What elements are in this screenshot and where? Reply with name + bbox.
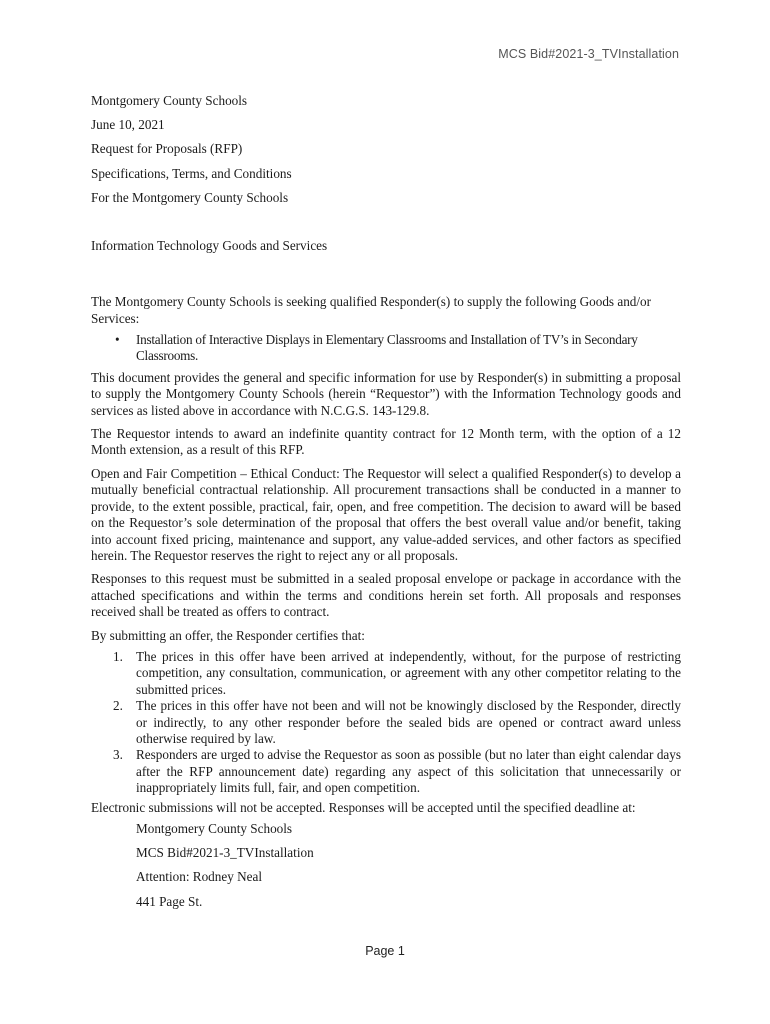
document-subject: Specifications, Terms, and Conditions	[91, 165, 292, 181]
list-item	[91, 747, 681, 796]
list-number: 1.	[113, 648, 123, 664]
list-item	[91, 649, 681, 698]
address-line: MCS Bid#2021-3_TVInstallation	[136, 845, 314, 861]
list-item-text: Responders are urged to advise the Requestor as soon as possible (but no later than eight calendar days after the RFP announcement date) regarding any aspect of this solicitation that unnecessarily or inappropriately limits full, fair, and open competition.	[136, 747, 681, 796]
address-line: Montgomery County Schools	[136, 821, 293, 836]
document-body	[91, 93, 681, 918]
paragraph-purpose: This document provides the general and specific information for use by Responder(s) in submitting a proposal to supply the Montgomery County Schools (herein “Requestor”) with the Information Technology goods and services as listed above in accordance with N.C.G.S. 143-129.8.	[91, 369, 681, 418]
address-line: Attention: Rodney Neal	[136, 869, 262, 885]
paragraph-fair-competition: Open and Fair Competition – Ethical Conduct: The Requestor will select a qualified Responder(s) to develop a mutually beneficial contractual relationship. All procurement transactions shall be conducted in a manner to provide, to the extent possible, practical, fair, open, and free competition. The decision to award will be based on the Requestor’s sole determination of the proposal that offers the best overall value and/or benefit, taking into account fixed pricing, maintenance and support, any value-added services, and other factors as specified herein. The Requestor reserves the right to reject any or all proposals.	[91, 465, 681, 563]
services-list	[91, 332, 681, 365]
list-item-text: The prices in this offer have not been and will not be knowingly disclosed by the Responder, directly or indirectly, to any other responder before the sealed bids are opened or contract award unless otherwise required by law.	[136, 698, 681, 746]
list-number: 2.	[113, 698, 123, 714]
list-item	[91, 332, 681, 365]
organization-name: Montgomery County Schools	[91, 93, 248, 108]
document-type: Request for Proposals (RFP)	[91, 141, 243, 157]
address-line: 441 Page St.	[136, 893, 203, 909]
submission-note: Electronic submissions will not be accepted. Responses will be accepted until the specified deadline at:	[91, 799, 636, 815]
document-date: June 10, 2021	[91, 117, 165, 133]
certify-intro: By submitting an offer, the Responder certifies that:	[91, 627, 365, 643]
document-category: Information Technology Goods and Services	[91, 238, 328, 254]
header-reference: MCS Bid#2021-3_TVInstallation	[498, 47, 679, 61]
bullet-icon: •	[115, 332, 120, 348]
paragraph-contract-term: The Requestor intends to award an indefinite quantity contract for 12 Month term, with the option of a 12 Month extension, as a result of this RFP.	[91, 426, 681, 458]
list-item	[91, 698, 681, 747]
paragraph-submission-terms: Responses to this request must be submitted in a sealed proposal envelope or package in accordance with the attached specifications and within the terms and conditions herein set forth. All proposals and responses received shall be treated as offers to contract.	[91, 571, 681, 620]
mailing-address	[136, 821, 681, 910]
page-number: Page 1	[365, 944, 405, 958]
list-item-text: Installation of Interactive Displays in Elementary Classrooms and Installation of TV’s in Secondary Classrooms.	[136, 332, 638, 364]
list-item-text: The prices in this offer have been arrived at independently, without, for the purpose of restricting competition, any consultation, communication, or agreement with any other competitor relating to the submitted prices.	[136, 648, 681, 697]
certifications-list	[91, 649, 681, 797]
intro-paragraph: The Montgomery County Schools is seeking qualified Responder(s) to supply the following Goods and/or Services:	[91, 294, 652, 326]
document-for-line: For the Montgomery County Schools	[91, 189, 289, 205]
list-number: 3.	[113, 747, 123, 763]
